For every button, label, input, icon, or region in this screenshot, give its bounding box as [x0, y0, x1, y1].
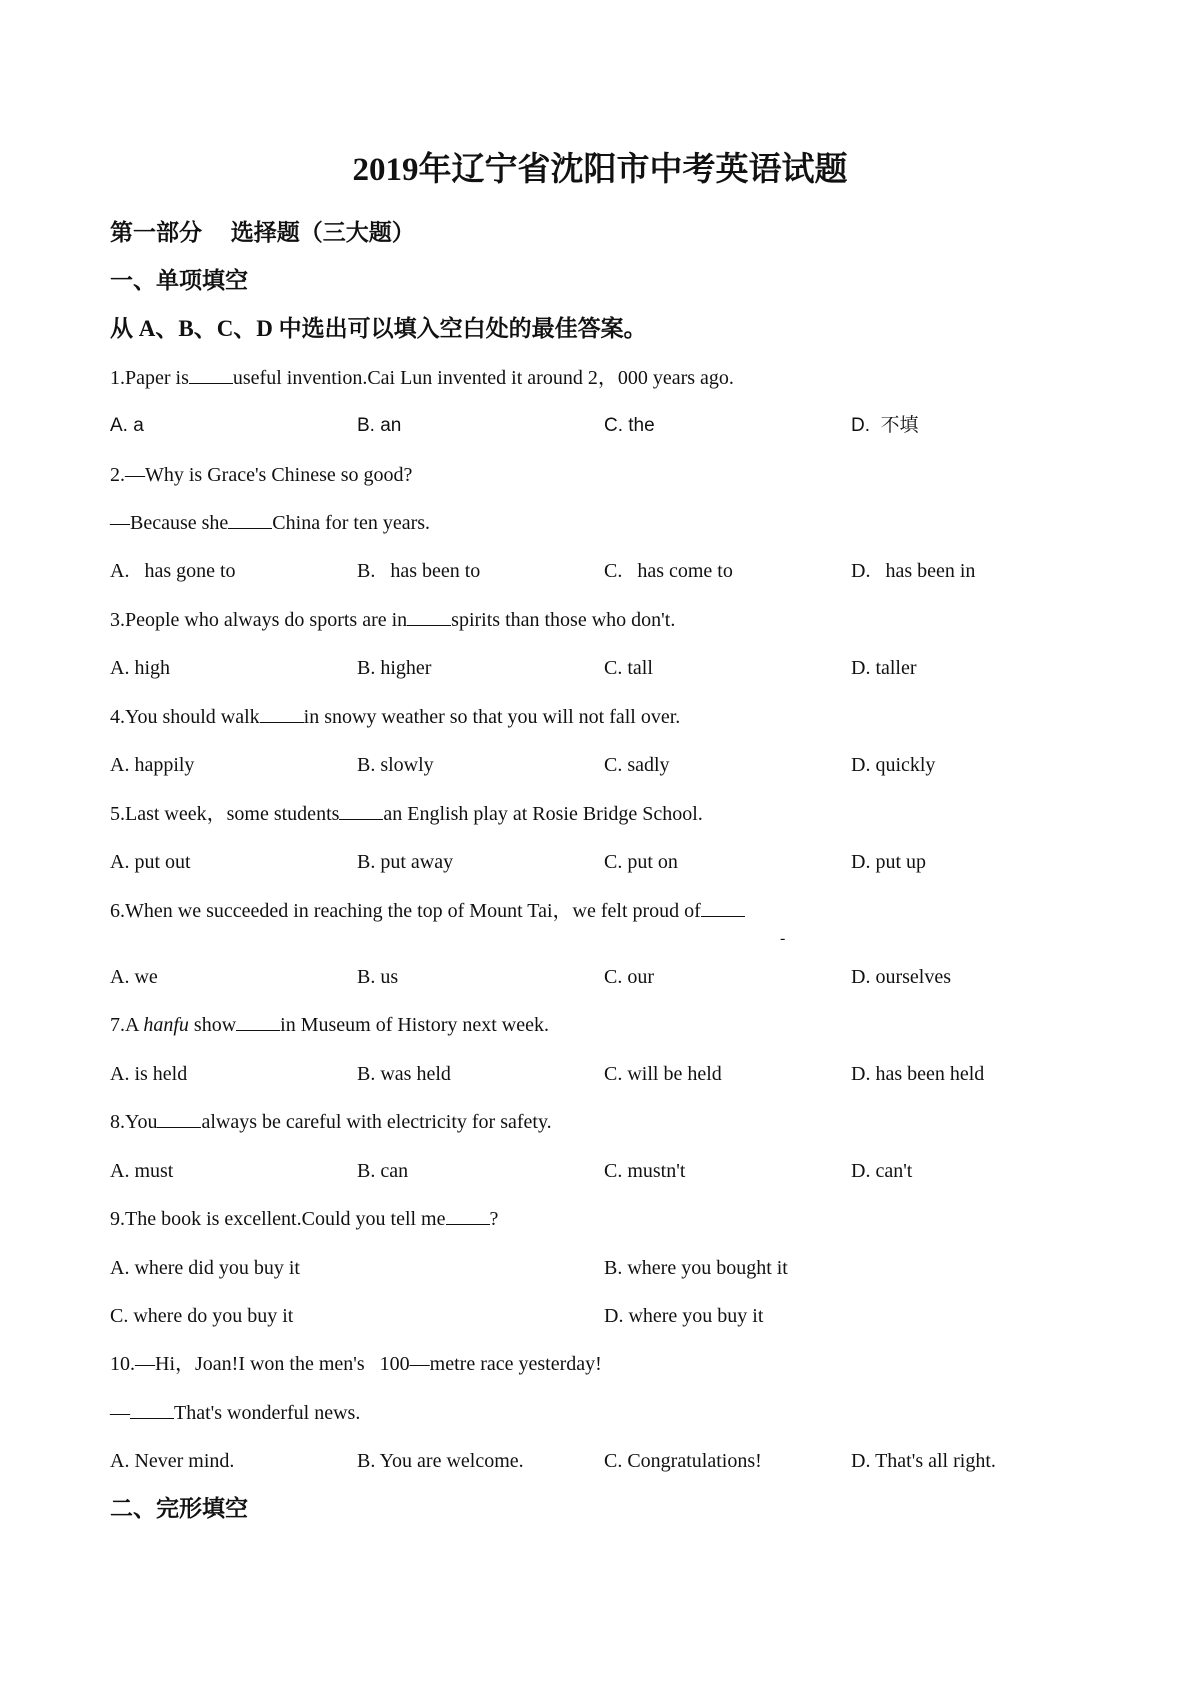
option-4b[interactable]: B. slowly	[357, 754, 434, 776]
option-4d[interactable]: D. quickly	[851, 754, 936, 776]
question-10: 10.—Hi，Joan!I won the men's 100—metre race yesterday!	[110, 1353, 602, 1375]
option-8d[interactable]: D. can't	[851, 1160, 913, 1182]
option-1c[interactable]: C. the	[604, 415, 655, 436]
option-1d[interactable]: D. 不填	[851, 415, 919, 436]
option-5d[interactable]: D. put up	[851, 851, 926, 873]
section-heading-1: 一、单项填空	[110, 268, 248, 293]
option-7a[interactable]: A. is held	[110, 1063, 188, 1085]
question-8: 8.You always be careful with electricity for safety.	[110, 1111, 552, 1133]
option-6a[interactable]: A. we	[110, 966, 158, 988]
question-4: 4.You should walk in snowy weather so that you will not fall over.	[110, 706, 681, 728]
option-2c[interactable]: C. has come to	[604, 560, 733, 582]
option-10d[interactable]: D. That's all right.	[851, 1450, 996, 1472]
question-2: 2.—Why is Grace's Chinese so good?	[110, 464, 413, 486]
part-heading: 第一部分 选择题（三大题）	[110, 220, 415, 245]
option-9b[interactable]: B. where you bought it	[604, 1257, 788, 1279]
option-5a[interactable]: A. put out	[110, 851, 191, 873]
option-3d[interactable]: D. taller	[851, 657, 917, 679]
option-9a[interactable]: A. where did you buy it	[110, 1257, 300, 1279]
option-10c[interactable]: C. Congratulations!	[604, 1450, 762, 1472]
option-9d[interactable]: D. where you buy it	[604, 1305, 764, 1327]
question-5: 5.Last week，some students an English play at Rosie Bridge School.	[110, 803, 703, 825]
option-9c[interactable]: C. where do you buy it	[110, 1305, 294, 1327]
option-6b[interactable]: B. us	[357, 966, 399, 988]
instruction: 从 A、B、C、D 中选出可以填入空白处的最佳答案。	[110, 316, 647, 341]
option-8c[interactable]: C. mustn't	[604, 1160, 686, 1182]
question-3: 3.People who always do sports are in spirits than those who don't.	[110, 609, 676, 631]
option-5c[interactable]: C. put on	[604, 851, 678, 873]
stray-dash: -	[780, 930, 786, 947]
option-3c[interactable]: C. tall	[604, 657, 653, 679]
option-3b[interactable]: B. higher	[357, 657, 432, 679]
question-10-line-2: — That's wonderful news.	[110, 1402, 361, 1424]
option-1a[interactable]: A. a	[110, 415, 144, 436]
option-6c[interactable]: C. our	[604, 966, 654, 988]
option-6d[interactable]: D. ourselves	[851, 966, 951, 988]
option-2d[interactable]: D. has been in	[851, 560, 976, 582]
question-9: 9.The book is excellent.Could you tell me ?	[110, 1208, 499, 1230]
question-7: 7.A hanfu show in Museum of History next week.	[110, 1014, 549, 1036]
option-2b[interactable]: B. has been to	[357, 560, 481, 582]
option-4c[interactable]: C. sadly	[604, 754, 670, 776]
option-10a[interactable]: A. Never mind.	[110, 1450, 235, 1472]
option-5b[interactable]: B. put away	[357, 851, 454, 873]
question-2-line-2: —Because she China for ten years.	[110, 512, 431, 534]
question-1: 1.Paper is useful invention.Cai Lun invented it around 2，000 years ago.	[110, 367, 734, 389]
option-7d[interactable]: D. has been held	[851, 1063, 985, 1085]
option-3a[interactable]: A. high	[110, 657, 170, 679]
option-4a[interactable]: A. happily	[110, 754, 195, 776]
page-title: 2019年辽宁省沈阳市中考英语试题	[352, 152, 848, 188]
option-7b[interactable]: B. was held	[357, 1063, 451, 1085]
section-heading-2: 二、完形填空	[110, 1496, 248, 1521]
option-2a[interactable]: A. has gone to	[110, 560, 236, 582]
option-1b[interactable]: B. an	[357, 415, 402, 436]
option-8b[interactable]: B. can	[357, 1160, 409, 1182]
option-7c[interactable]: C. will be held	[604, 1063, 722, 1085]
question-6: 6.When we succeeded in reaching the top of Mount Tai，we felt proud of	[110, 897, 745, 925]
option-10b[interactable]: B. You are welcome.	[357, 1450, 524, 1472]
option-8a[interactable]: A. must	[110, 1160, 174, 1182]
